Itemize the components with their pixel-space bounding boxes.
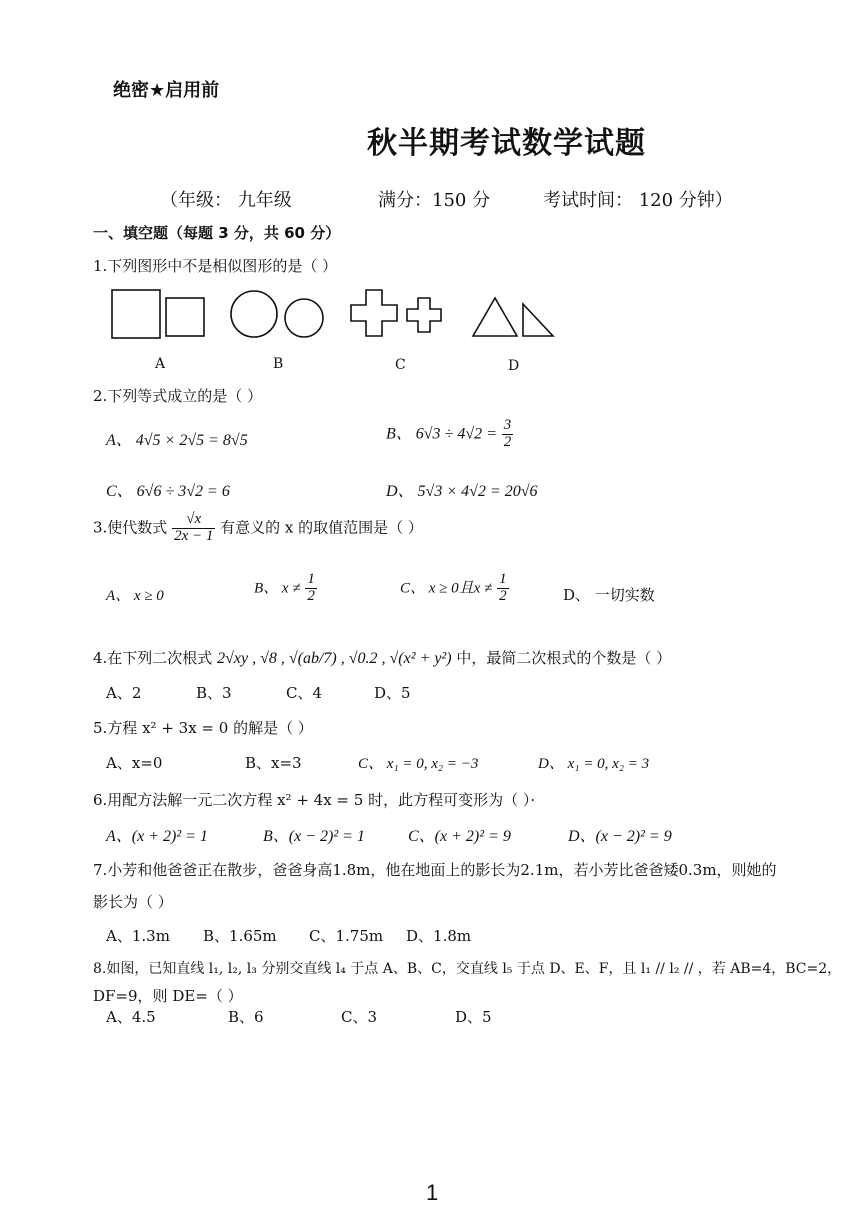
question-2-stem: 2.下列等式成立的是（ ） [93,387,263,405]
q4-option-a: A、2 [106,684,142,702]
large-circle-shape [231,291,277,337]
large-triangle-shape [473,298,517,336]
q6-option-d: D、(x − 2)² = 9 [568,828,672,845]
q3-fraction [172,512,215,545]
question-8-line-1: 8.如图，已知直线 l₁, l₂, l₃ 分别交直线 l₄ 于点 A、B、C，交直线 l₅ 于点 D、E、F，且 l₁ // l₂ // ，若 AB=4，BC=2， [93,961,842,977]
q1-label-c: C [395,357,406,373]
section-heading: 一、填空题（每题 3 分，共 60 分） [93,224,341,242]
q1-label-d: D [508,358,520,374]
q5-option-d: D、 x₁ = 0, x₂ = 3 [538,756,650,772]
q3-denominator: 2x − 1 [174,527,214,544]
q3-option-b-text: B、 x ≠ [254,580,301,597]
q1-label-b: B [273,356,284,372]
full-score-info: 满分：150 分 [378,190,491,211]
q5-option-a: A、x=0 [106,754,163,772]
q8-option-c: C、3 [341,1008,378,1026]
q5-option-b: B、x=3 [245,754,302,772]
q2-b-denominator: 2 [503,433,512,450]
q3-c-fraction [497,572,509,605]
question-7-line-1: 7.小芳和他爸爸正在散步，爸爸身高1.8m，他在地面上的影长为2.1m，若小芳比爸爸矮0.3m，则她的 [93,861,777,879]
q3-option-c-text: C、 x ≥ 0且x ≠ [400,580,493,597]
q7-option-a: A、1.3m [106,927,170,945]
q4-stem-pre: 4.在下列二次根式 [93,649,213,667]
q4-option-b: B、3 [196,684,232,702]
q8-option-d: D、5 [455,1008,492,1026]
q8-option-a: A、4.5 [106,1008,156,1026]
q2-option-b [386,418,513,451]
q3-b-denominator: 2 [307,587,315,604]
q3-b-fraction [305,572,317,605]
grade-info: （年级： 九年级 [160,190,292,211]
large-cross-shape [351,290,397,336]
q3-c-denominator: 2 [499,587,507,604]
question-1-stem: 1.下列图形中不是相似图形的是（ ） [93,257,338,275]
q2-option-a: A、 4√5 × 2√5 = 8√5 [106,432,248,449]
page-number: 1 [426,1180,439,1205]
q2-option-d: D、 5√3 × 4√2 = 20√6 [386,483,538,500]
q2-option-c: C、 6√6 ÷ 3√2 = 6 [106,483,230,500]
small-square-shape [166,298,204,336]
q7-option-c: C、1.75m [309,927,384,945]
question-8-line-2: DF=9，则 DE=（ ） [93,987,243,1005]
q4-stem-post: 中，最简二次根式的个数是（ ） [456,649,672,667]
q3-option-a: A、 x ≥ 0 [106,588,164,604]
q2-b-numerator: 3 [503,417,512,433]
q4-option-c: C、4 [286,684,323,702]
confidential-label: 绝密★启用前 [113,80,220,101]
q3-c-numerator: 1 [499,571,507,587]
q3-stem-pre: 3.使代数式 [93,518,168,537]
question-4-stem [93,647,671,668]
right-triangle-shape [523,304,553,336]
q3-numerator: √x [172,512,215,529]
q7-option-b: B、1.65m [203,927,277,945]
q7-option-d: D、1.8m [406,927,472,945]
q6-option-c: C、(x + 2)² = 9 [408,828,511,845]
small-cross-shape [407,298,441,332]
question-7-line-2: 影长为（ ） [93,893,173,911]
q3-stem-post: 有意义的 x 的取值范围是（ ） [220,518,423,537]
question-6-stem: 6.用配方法解一元二次方程 x² + 4x = 5 时，此方程可变形为（ ）· [93,791,536,809]
q8-option-b: B、6 [228,1008,264,1026]
q4-radicals: 2√xy , √8 , √(ab/7) , √0.2 , √(x² + y²) [217,650,452,667]
question-3-stem [93,512,423,545]
q6-option-b: B、(x − 2)² = 1 [263,828,365,845]
q3-option-d: D、 一切实数 [563,586,655,604]
q1-label-a: A [155,356,166,372]
q3-b-numerator: 1 [307,571,315,587]
q3-option-c [400,572,509,605]
large-square-shape [112,290,160,338]
q5-option-c: C、 x₁ = 0, x₂ = −3 [358,756,479,772]
small-circle-shape [285,299,323,337]
q4-option-d: D、5 [374,684,411,702]
q1-figures [100,282,570,346]
q3-option-b [254,572,317,605]
q2-option-b-text: B、 6√3 ÷ 4√2 = [386,425,497,443]
question-5-stem: 5.方程 x² + 3x = 0 的解是（ ） [93,719,313,737]
q2-option-b-fraction [502,418,514,451]
q6-option-a: A、(x + 2)² = 1 [106,828,208,845]
exam-time-info: 考试时间： 120 分钟） [543,190,733,211]
page-title: 秋半期考试数学试题 [367,126,646,161]
